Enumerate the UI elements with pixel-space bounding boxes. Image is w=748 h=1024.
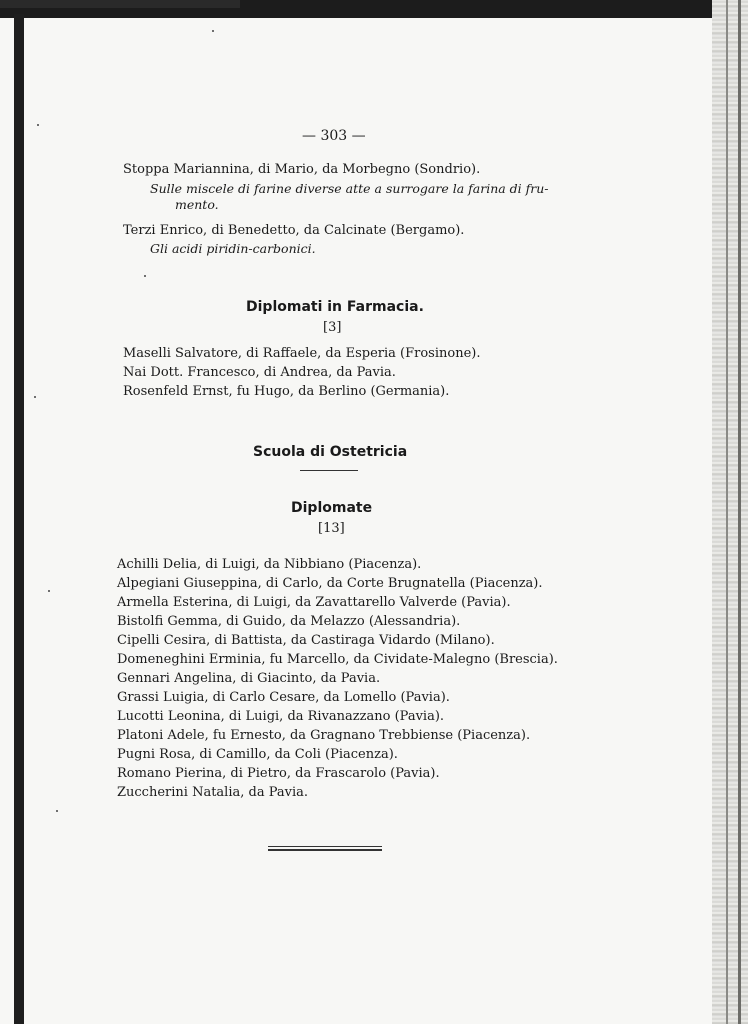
ostetricia-count: [13] [318, 521, 345, 536]
ostetricia-entry: Armella Esterina, di Luigi, da Zavattarello Valverde (Pavia). [117, 595, 511, 610]
scan-speck [37, 124, 39, 126]
ostetricia-entry: Bistolfi Gemma, di Guido, da Melazzo (Alessandria). [117, 614, 461, 629]
graduate-entry: Stoppa Mariannina, di Mario, da Morbegno (Sondrio). [123, 162, 481, 177]
thesis-title-continued: mento. [175, 197, 219, 212]
scan-speck [34, 396, 36, 398]
ostetricia-entry: Achilli Delia, di Luigi, da Nibbiano (Piacenza). [117, 557, 422, 572]
ostetricia-entry: Lucotti Leonina, di Luigi, da Rivanazzano (Pavia). [117, 709, 445, 724]
ostetricia-entry: Zuccherini Natalia, da Pavia. [117, 785, 309, 800]
page-edge-stack [712, 0, 748, 1024]
ostetricia-entry: Domeneghini Erminia, fu Marcello, da Cividate-Malegno (Brescia). [117, 652, 558, 667]
subheading-diplomate: Diplomate [291, 500, 373, 516]
scan-speck [212, 30, 214, 32]
end-rule-bottom [268, 849, 382, 851]
scan-speck [144, 275, 146, 277]
farmacia-count: [3] [323, 320, 342, 335]
ostetricia-entry: Cipelli Cesira, di Battista, da Castiraga Vidardo (Milano). [117, 633, 495, 648]
scan-top-border [0, 0, 748, 18]
thesis-title: Sulle miscele di farine diverse atte a surrogare la farina di fru- [150, 181, 549, 196]
farmacia-entry: Maselli Salvatore, di Raffaele, da Esperia (Frosinone). [123, 346, 481, 361]
scan-speck [56, 810, 58, 812]
section-heading-farmacia: Diplomati in Farmacia. [246, 299, 424, 315]
scan-speck [48, 590, 50, 592]
ostetricia-entry: Alpegiani Giuseppina, di Carlo, da Corte Brugnatella (Piacenza). [117, 576, 543, 591]
ostetricia-entry: Platoni Adele, fu Ernesto, da Gragnano Trebbiense (Piacenza). [117, 728, 531, 743]
book-spine-shadow [14, 14, 24, 1024]
end-rule-top [268, 846, 382, 847]
ostetricia-entry: Pugni Rosa, di Camillo, da Coli (Piacenza). [117, 747, 398, 762]
graduate-entry: Terzi Enrico, di Benedetto, da Calcinate (Bergamo). [123, 223, 465, 238]
section-heading-ostetricia: Scuola di Ostetricia [253, 444, 408, 460]
ostetricia-entry: Gennari Angelina, di Giacinto, da Pavia. [117, 671, 381, 686]
page-number: — 303 — [302, 128, 366, 144]
farmacia-entry: Nai Dott. Francesco, di Andrea, da Pavia. [123, 365, 396, 380]
section-divider [300, 470, 358, 471]
thesis-title: Gli acidi piridin-carbonici. [150, 241, 316, 256]
farmacia-entry: Rosenfeld Ernst, fu Hugo, da Berlino (Germania). [123, 384, 450, 399]
ostetricia-entry: Grassi Luigia, di Carlo Cesare, da Lomello (Pavia). [117, 690, 450, 705]
ostetricia-entry: Romano Pierina, di Pietro, da Frascarolo (Pavia). [117, 766, 440, 781]
